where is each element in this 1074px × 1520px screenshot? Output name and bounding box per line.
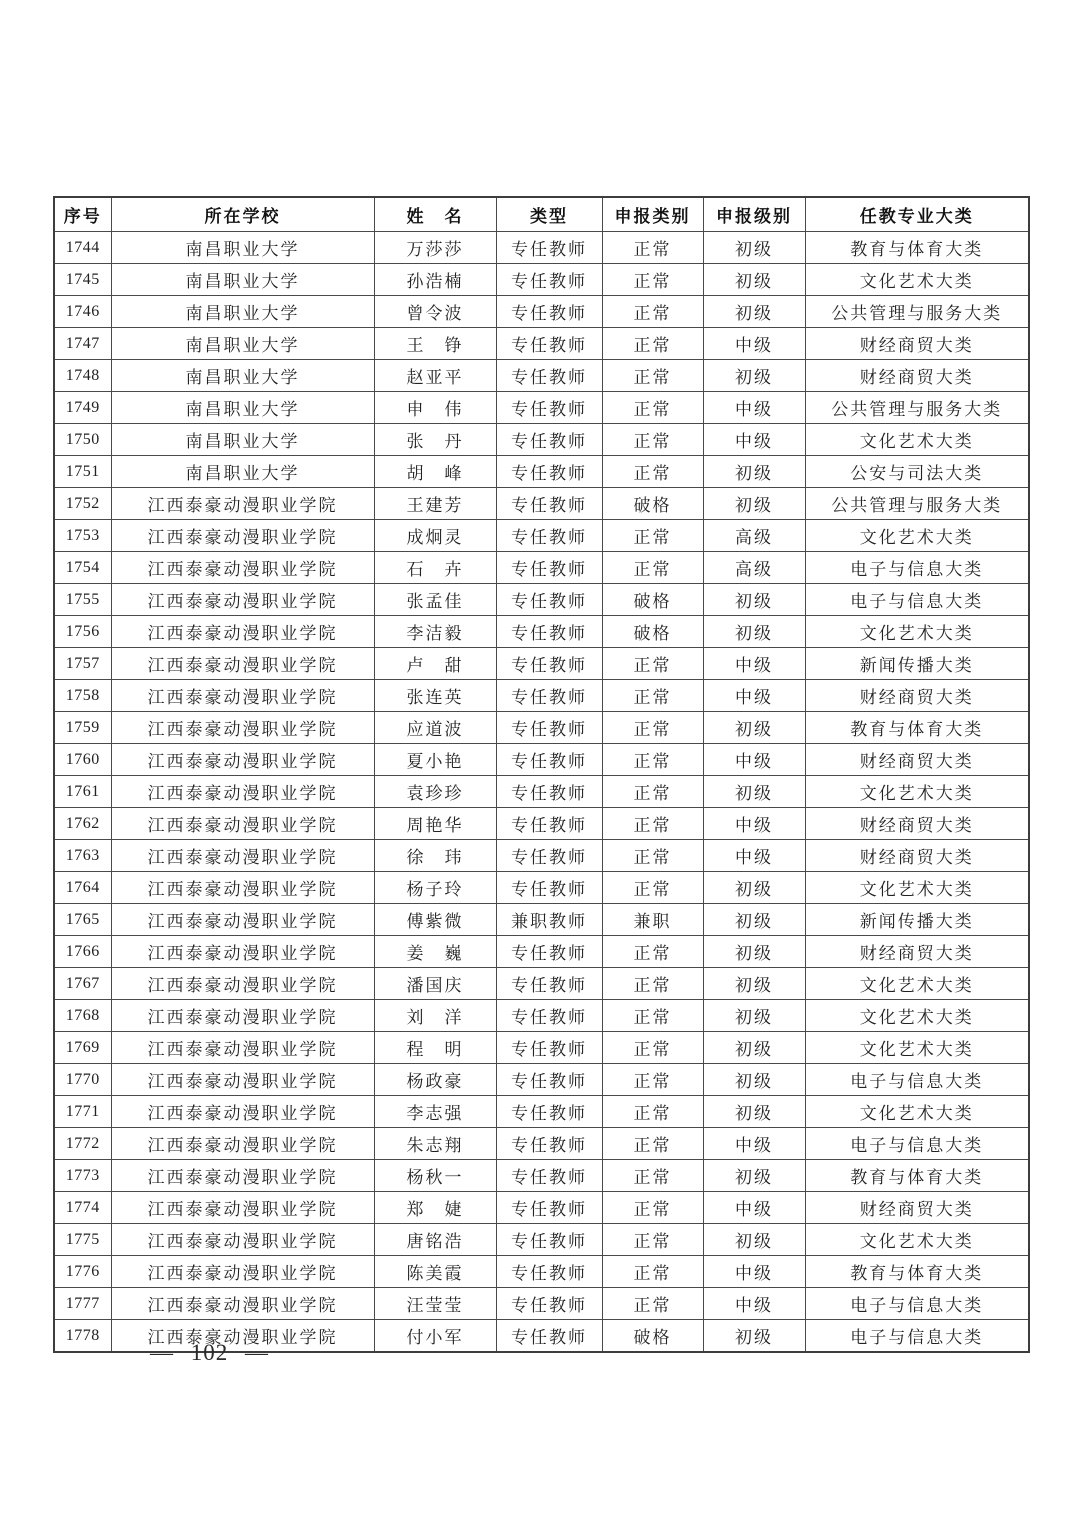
cell-serial: 1745 xyxy=(54,264,111,296)
cell-apply-level: 初级 xyxy=(703,776,805,808)
cell-major-category: 文化艺术大类 xyxy=(805,1000,1029,1032)
cell-apply-category: 正常 xyxy=(602,232,703,264)
cell-serial: 1768 xyxy=(54,1000,111,1032)
cell-type: 专任教师 xyxy=(496,1032,602,1064)
cell-apply-level: 初级 xyxy=(703,904,805,936)
cell-type: 专任教师 xyxy=(496,1288,602,1320)
cell-school: 江西泰豪动漫职业学院 xyxy=(111,520,374,552)
cell-serial: 1761 xyxy=(54,776,111,808)
cell-type: 专任教师 xyxy=(496,648,602,680)
cell-apply-category: 正常 xyxy=(602,328,703,360)
table-row xyxy=(54,360,1029,392)
table-row xyxy=(54,520,1029,552)
cell-name: 张 丹 xyxy=(374,424,496,456)
table-row xyxy=(54,968,1029,1000)
cell-name: 刘 洋 xyxy=(374,1000,496,1032)
cell-type: 专任教师 xyxy=(496,296,602,328)
cell-school: 南昌职业大学 xyxy=(111,328,374,360)
table-row xyxy=(54,1032,1029,1064)
cell-name: 杨子玲 xyxy=(374,872,496,904)
cell-apply-category: 正常 xyxy=(602,744,703,776)
cell-type: 专任教师 xyxy=(496,712,602,744)
cell-type: 专任教师 xyxy=(496,776,602,808)
cell-apply-category: 正常 xyxy=(602,1224,703,1256)
cell-school: 南昌职业大学 xyxy=(111,296,374,328)
cell-apply-category: 正常 xyxy=(602,392,703,424)
cell-school: 江西泰豪动漫职业学院 xyxy=(111,1160,374,1192)
cell-serial: 1770 xyxy=(54,1064,111,1096)
cell-serial: 1765 xyxy=(54,904,111,936)
cell-name: 孙浩楠 xyxy=(374,264,496,296)
cell-school: 江西泰豪动漫职业学院 xyxy=(111,1320,374,1353)
cell-school: 江西泰豪动漫职业学院 xyxy=(111,488,374,520)
cell-apply-category: 正常 xyxy=(602,808,703,840)
cell-name: 唐铭浩 xyxy=(374,1224,496,1256)
cell-apply-level: 高级 xyxy=(703,552,805,584)
cell-school: 江西泰豪动漫职业学院 xyxy=(111,616,374,648)
table-row xyxy=(54,296,1029,328)
cell-apply-category: 正常 xyxy=(602,1096,703,1128)
table-row xyxy=(54,1256,1029,1288)
cell-serial: 1771 xyxy=(54,1096,111,1128)
cell-apply-level: 初级 xyxy=(703,488,805,520)
cell-type: 专任教师 xyxy=(496,744,602,776)
cell-major-category: 财经商贸大类 xyxy=(805,360,1029,392)
cell-major-category: 文化艺术大类 xyxy=(805,1032,1029,1064)
cell-type: 专任教师 xyxy=(496,968,602,1000)
cell-major-category: 财经商贸大类 xyxy=(805,744,1029,776)
cell-serial: 1775 xyxy=(54,1224,111,1256)
cell-apply-level: 中级 xyxy=(703,424,805,456)
cell-apply-category: 正常 xyxy=(602,1160,703,1192)
table-row xyxy=(54,392,1029,424)
cell-major-category: 文化艺术大类 xyxy=(805,520,1029,552)
cell-type: 专任教师 xyxy=(496,808,602,840)
cell-major-category: 财经商贸大类 xyxy=(805,680,1029,712)
cell-apply-level: 中级 xyxy=(703,1256,805,1288)
cell-school: 南昌职业大学 xyxy=(111,264,374,296)
cell-school: 江西泰豪动漫职业学院 xyxy=(111,1256,374,1288)
cell-name: 陈美霞 xyxy=(374,1256,496,1288)
table-row xyxy=(54,1288,1029,1320)
cell-major-category: 文化艺术大类 xyxy=(805,424,1029,456)
cell-serial: 1763 xyxy=(54,840,111,872)
cell-type: 专任教师 xyxy=(496,520,602,552)
cell-serial: 1766 xyxy=(54,936,111,968)
cell-apply-level: 初级 xyxy=(703,232,805,264)
cell-name: 成炯灵 xyxy=(374,520,496,552)
cell-school: 江西泰豪动漫职业学院 xyxy=(111,872,374,904)
cell-name: 石 卉 xyxy=(374,552,496,584)
cell-major-category: 新闻传播大类 xyxy=(805,904,1029,936)
cell-name: 胡 峰 xyxy=(374,456,496,488)
cell-school: 江西泰豪动漫职业学院 xyxy=(111,1128,374,1160)
cell-apply-category: 正常 xyxy=(602,424,703,456)
cell-name: 王 铮 xyxy=(374,328,496,360)
cell-type: 专任教师 xyxy=(496,872,602,904)
cell-major-category: 电子与信息大类 xyxy=(805,1064,1029,1096)
cell-type: 专任教师 xyxy=(496,360,602,392)
table-row xyxy=(54,1064,1029,1096)
table-row xyxy=(54,936,1029,968)
cell-name: 万莎莎 xyxy=(374,232,496,264)
table-row xyxy=(54,616,1029,648)
table-row xyxy=(54,840,1029,872)
cell-major-category: 财经商贸大类 xyxy=(805,936,1029,968)
cell-apply-level: 中级 xyxy=(703,648,805,680)
cell-serial: 1744 xyxy=(54,232,111,264)
cell-type: 专任教师 xyxy=(496,1160,602,1192)
cell-major-category: 文化艺术大类 xyxy=(805,872,1029,904)
cell-apply-category: 破格 xyxy=(602,616,703,648)
cell-name: 曾令波 xyxy=(374,296,496,328)
table-row xyxy=(54,552,1029,584)
table-row xyxy=(54,1160,1029,1192)
cell-serial: 1762 xyxy=(54,808,111,840)
cell-serial: 1752 xyxy=(54,488,111,520)
cell-serial: 1749 xyxy=(54,392,111,424)
cell-major-category: 公共管理与服务大类 xyxy=(805,392,1029,424)
cell-apply-level: 初级 xyxy=(703,1096,805,1128)
cell-apply-category: 正常 xyxy=(602,1032,703,1064)
cell-name: 杨政豪 xyxy=(374,1064,496,1096)
cell-serial: 1750 xyxy=(54,424,111,456)
cell-serial: 1774 xyxy=(54,1192,111,1224)
table-row xyxy=(54,232,1029,264)
cell-name: 卢 甜 xyxy=(374,648,496,680)
cell-apply-category: 正常 xyxy=(602,680,703,712)
table-row xyxy=(54,1128,1029,1160)
cell-apply-category: 正常 xyxy=(602,776,703,808)
col-header-major-category: 任教专业大类 xyxy=(805,197,1029,232)
cell-serial: 1755 xyxy=(54,584,111,616)
cell-apply-level: 中级 xyxy=(703,808,805,840)
cell-apply-level: 初级 xyxy=(703,1000,805,1032)
cell-apply-level: 初级 xyxy=(703,360,805,392)
table-row xyxy=(54,424,1029,456)
cell-apply-level: 初级 xyxy=(703,936,805,968)
cell-apply-category: 破格 xyxy=(602,1320,703,1353)
cell-school: 南昌职业大学 xyxy=(111,360,374,392)
cell-name: 付小军 xyxy=(374,1320,496,1353)
cell-name: 赵亚平 xyxy=(374,360,496,392)
cell-apply-category: 正常 xyxy=(602,296,703,328)
cell-major-category: 公共管理与服务大类 xyxy=(805,296,1029,328)
cell-apply-level: 中级 xyxy=(703,744,805,776)
cell-type: 专任教师 xyxy=(496,1320,602,1353)
cell-apply-category: 正常 xyxy=(602,1288,703,1320)
cell-apply-level: 中级 xyxy=(703,1288,805,1320)
table-row xyxy=(54,328,1029,360)
cell-major-category: 财经商贸大类 xyxy=(805,840,1029,872)
cell-school: 江西泰豪动漫职业学院 xyxy=(111,680,374,712)
cell-apply-category: 正常 xyxy=(602,936,703,968)
table-row xyxy=(54,712,1029,744)
cell-school: 江西泰豪动漫职业学院 xyxy=(111,648,374,680)
cell-name: 张孟佳 xyxy=(374,584,496,616)
cell-school: 南昌职业大学 xyxy=(111,232,374,264)
cell-apply-category: 正常 xyxy=(602,1000,703,1032)
table-row xyxy=(54,1192,1029,1224)
table-row xyxy=(54,264,1029,296)
cell-serial: 1758 xyxy=(54,680,111,712)
cell-major-category: 电子与信息大类 xyxy=(805,1320,1029,1353)
cell-school: 江西泰豪动漫职业学院 xyxy=(111,1032,374,1064)
cell-serial: 1747 xyxy=(54,328,111,360)
cell-name: 朱志翔 xyxy=(374,1128,496,1160)
cell-type: 专任教师 xyxy=(496,1256,602,1288)
table-row xyxy=(54,776,1029,808)
cell-major-category: 财经商贸大类 xyxy=(805,328,1029,360)
cell-name: 徐 玮 xyxy=(374,840,496,872)
table-row xyxy=(54,680,1029,712)
cell-serial: 1777 xyxy=(54,1288,111,1320)
cell-apply-category: 正常 xyxy=(602,360,703,392)
cell-apply-category: 正常 xyxy=(602,1128,703,1160)
col-header-apply-level: 申报级别 xyxy=(703,197,805,232)
cell-major-category: 公安与司法大类 xyxy=(805,456,1029,488)
cell-name: 申 伟 xyxy=(374,392,496,424)
cell-type: 兼职教师 xyxy=(496,904,602,936)
cell-apply-category: 正常 xyxy=(602,456,703,488)
cell-serial: 1778 xyxy=(54,1320,111,1353)
table-row xyxy=(54,648,1029,680)
cell-name: 潘国庆 xyxy=(374,968,496,1000)
cell-name: 张连英 xyxy=(374,680,496,712)
cell-type: 专任教师 xyxy=(496,552,602,584)
cell-school: 江西泰豪动漫职业学院 xyxy=(111,1288,374,1320)
cell-school: 江西泰豪动漫职业学院 xyxy=(111,904,374,936)
cell-major-category: 文化艺术大类 xyxy=(805,776,1029,808)
cell-serial: 1769 xyxy=(54,1032,111,1064)
cell-school: 江西泰豪动漫职业学院 xyxy=(111,968,374,1000)
cell-name: 程 明 xyxy=(374,1032,496,1064)
col-header-name: 姓 名 xyxy=(374,197,496,232)
cell-major-category: 电子与信息大类 xyxy=(805,1128,1029,1160)
cell-serial: 1748 xyxy=(54,360,111,392)
cell-apply-level: 初级 xyxy=(703,968,805,1000)
cell-apply-level: 初级 xyxy=(703,296,805,328)
cell-apply-category: 破格 xyxy=(602,488,703,520)
cell-school: 江西泰豪动漫职业学院 xyxy=(111,1096,374,1128)
cell-apply-level: 中级 xyxy=(703,1192,805,1224)
cell-school: 南昌职业大学 xyxy=(111,424,374,456)
cell-apply-level: 初级 xyxy=(703,1032,805,1064)
cell-name: 杨秋一 xyxy=(374,1160,496,1192)
cell-major-category: 公共管理与服务大类 xyxy=(805,488,1029,520)
cell-type: 专任教师 xyxy=(496,1192,602,1224)
cell-major-category: 电子与信息大类 xyxy=(805,584,1029,616)
cell-type: 专任教师 xyxy=(496,584,602,616)
cell-serial: 1757 xyxy=(54,648,111,680)
cell-serial: 1751 xyxy=(54,456,111,488)
cell-school: 江西泰豪动漫职业学院 xyxy=(111,1224,374,1256)
cell-school: 江西泰豪动漫职业学院 xyxy=(111,552,374,584)
cell-serial: 1754 xyxy=(54,552,111,584)
cell-type: 专任教师 xyxy=(496,1064,602,1096)
table-row xyxy=(54,456,1029,488)
cell-major-category: 文化艺术大类 xyxy=(805,968,1029,1000)
cell-name: 应道波 xyxy=(374,712,496,744)
cell-apply-level: 初级 xyxy=(703,712,805,744)
cell-name: 王建芳 xyxy=(374,488,496,520)
cell-name: 袁珍珍 xyxy=(374,776,496,808)
cell-apply-level: 初级 xyxy=(703,1224,805,1256)
cell-type: 专任教师 xyxy=(496,264,602,296)
cell-apply-category: 正常 xyxy=(602,872,703,904)
cell-apply-level: 初级 xyxy=(703,616,805,648)
cell-school: 江西泰豪动漫职业学院 xyxy=(111,776,374,808)
cell-major-category: 教育与体育大类 xyxy=(805,232,1029,264)
cell-school: 江西泰豪动漫职业学院 xyxy=(111,936,374,968)
cell-serial: 1756 xyxy=(54,616,111,648)
cell-apply-category: 正常 xyxy=(602,520,703,552)
cell-major-category: 新闻传播大类 xyxy=(805,648,1029,680)
cell-type: 专任教师 xyxy=(496,680,602,712)
cell-apply-category: 兼职 xyxy=(602,904,703,936)
cell-major-category: 财经商贸大类 xyxy=(805,808,1029,840)
cell-serial: 1773 xyxy=(54,1160,111,1192)
cell-type: 专任教师 xyxy=(496,1128,602,1160)
cell-major-category: 文化艺术大类 xyxy=(805,616,1029,648)
cell-serial: 1746 xyxy=(54,296,111,328)
cell-apply-category: 正常 xyxy=(602,648,703,680)
cell-school: 江西泰豪动漫职业学院 xyxy=(111,808,374,840)
cell-school: 南昌职业大学 xyxy=(111,392,374,424)
cell-major-category: 电子与信息大类 xyxy=(805,1288,1029,1320)
cell-name: 郑 婕 xyxy=(374,1192,496,1224)
col-header-apply-category: 申报类别 xyxy=(602,197,703,232)
cell-apply-category: 正常 xyxy=(602,264,703,296)
cell-apply-category: 正常 xyxy=(602,712,703,744)
cell-type: 专任教师 xyxy=(496,232,602,264)
cell-school: 江西泰豪动漫职业学院 xyxy=(111,1064,374,1096)
cell-apply-level: 初级 xyxy=(703,584,805,616)
table-row xyxy=(54,808,1029,840)
cell-major-category: 文化艺术大类 xyxy=(805,1224,1029,1256)
cell-type: 专任教师 xyxy=(496,328,602,360)
cell-school: 江西泰豪动漫职业学院 xyxy=(111,1000,374,1032)
table-row xyxy=(54,488,1029,520)
cell-type: 专任教师 xyxy=(496,1000,602,1032)
cell-apply-level: 初级 xyxy=(703,456,805,488)
table-row xyxy=(54,1000,1029,1032)
cell-major-category: 教育与体育大类 xyxy=(805,1160,1029,1192)
cell-apply-category: 正常 xyxy=(602,1192,703,1224)
cell-type: 专任教师 xyxy=(496,616,602,648)
cell-type: 专任教师 xyxy=(496,1224,602,1256)
cell-apply-level: 中级 xyxy=(703,1128,805,1160)
table-row xyxy=(54,904,1029,936)
cell-serial: 1767 xyxy=(54,968,111,1000)
cell-type: 专任教师 xyxy=(496,456,602,488)
table-row xyxy=(54,744,1029,776)
table-row xyxy=(54,1224,1029,1256)
cell-name: 夏小艳 xyxy=(374,744,496,776)
cell-serial: 1764 xyxy=(54,872,111,904)
cell-major-category: 电子与信息大类 xyxy=(805,552,1029,584)
cell-school: 江西泰豪动漫职业学院 xyxy=(111,712,374,744)
cell-apply-category: 正常 xyxy=(602,1064,703,1096)
cell-apply-category: 正常 xyxy=(602,1256,703,1288)
cell-apply-level: 初级 xyxy=(703,264,805,296)
cell-type: 专任教师 xyxy=(496,1096,602,1128)
cell-major-category: 文化艺术大类 xyxy=(805,1096,1029,1128)
cell-apply-level: 初级 xyxy=(703,872,805,904)
col-header-type: 类型 xyxy=(496,197,602,232)
cell-apply-level: 初级 xyxy=(703,1320,805,1353)
cell-serial: 1772 xyxy=(54,1128,111,1160)
table-row xyxy=(54,1096,1029,1128)
cell-school: 南昌职业大学 xyxy=(111,456,374,488)
col-header-serial: 序号 xyxy=(54,197,111,232)
cell-major-category: 教育与体育大类 xyxy=(805,712,1029,744)
cell-apply-category: 正常 xyxy=(602,552,703,584)
cell-apply-level: 初级 xyxy=(703,1160,805,1192)
cell-serial: 1753 xyxy=(54,520,111,552)
cell-school: 江西泰豪动漫职业学院 xyxy=(111,744,374,776)
cell-school: 江西泰豪动漫职业学院 xyxy=(111,584,374,616)
cell-apply-level: 中级 xyxy=(703,680,805,712)
cell-type: 专任教师 xyxy=(496,488,602,520)
cell-apply-category: 正常 xyxy=(602,968,703,1000)
cell-type: 专任教师 xyxy=(496,936,602,968)
cell-serial: 1776 xyxy=(54,1256,111,1288)
cell-serial: 1760 xyxy=(54,744,111,776)
cell-apply-level: 中级 xyxy=(703,392,805,424)
cell-apply-level: 中级 xyxy=(703,328,805,360)
cell-name: 姜 巍 xyxy=(374,936,496,968)
cell-school: 江西泰豪动漫职业学院 xyxy=(111,1192,374,1224)
cell-apply-category: 正常 xyxy=(602,840,703,872)
table-header-row xyxy=(54,197,1029,232)
cell-apply-level: 初级 xyxy=(703,1064,805,1096)
cell-apply-level: 中级 xyxy=(703,840,805,872)
cell-type: 专任教师 xyxy=(496,840,602,872)
teacher-roster-table xyxy=(53,196,1030,1353)
table-row xyxy=(54,584,1029,616)
cell-serial: 1759 xyxy=(54,712,111,744)
cell-apply-category: 破格 xyxy=(602,584,703,616)
page-number: — 102 — xyxy=(150,1340,269,1365)
col-header-school: 所在学校 xyxy=(111,197,374,232)
cell-apply-level: 高级 xyxy=(703,520,805,552)
cell-name: 傅紫微 xyxy=(374,904,496,936)
cell-major-category: 财经商贸大类 xyxy=(805,1192,1029,1224)
cell-school: 江西泰豪动漫职业学院 xyxy=(111,840,374,872)
cell-type: 专任教师 xyxy=(496,424,602,456)
cell-name: 汪莹莹 xyxy=(374,1288,496,1320)
cell-name: 李洁毅 xyxy=(374,616,496,648)
cell-major-category: 教育与体育大类 xyxy=(805,1256,1029,1288)
cell-name: 李志强 xyxy=(374,1096,496,1128)
cell-type: 专任教师 xyxy=(496,392,602,424)
cell-name: 周艳华 xyxy=(374,808,496,840)
cell-major-category: 文化艺术大类 xyxy=(805,264,1029,296)
table-row xyxy=(54,872,1029,904)
